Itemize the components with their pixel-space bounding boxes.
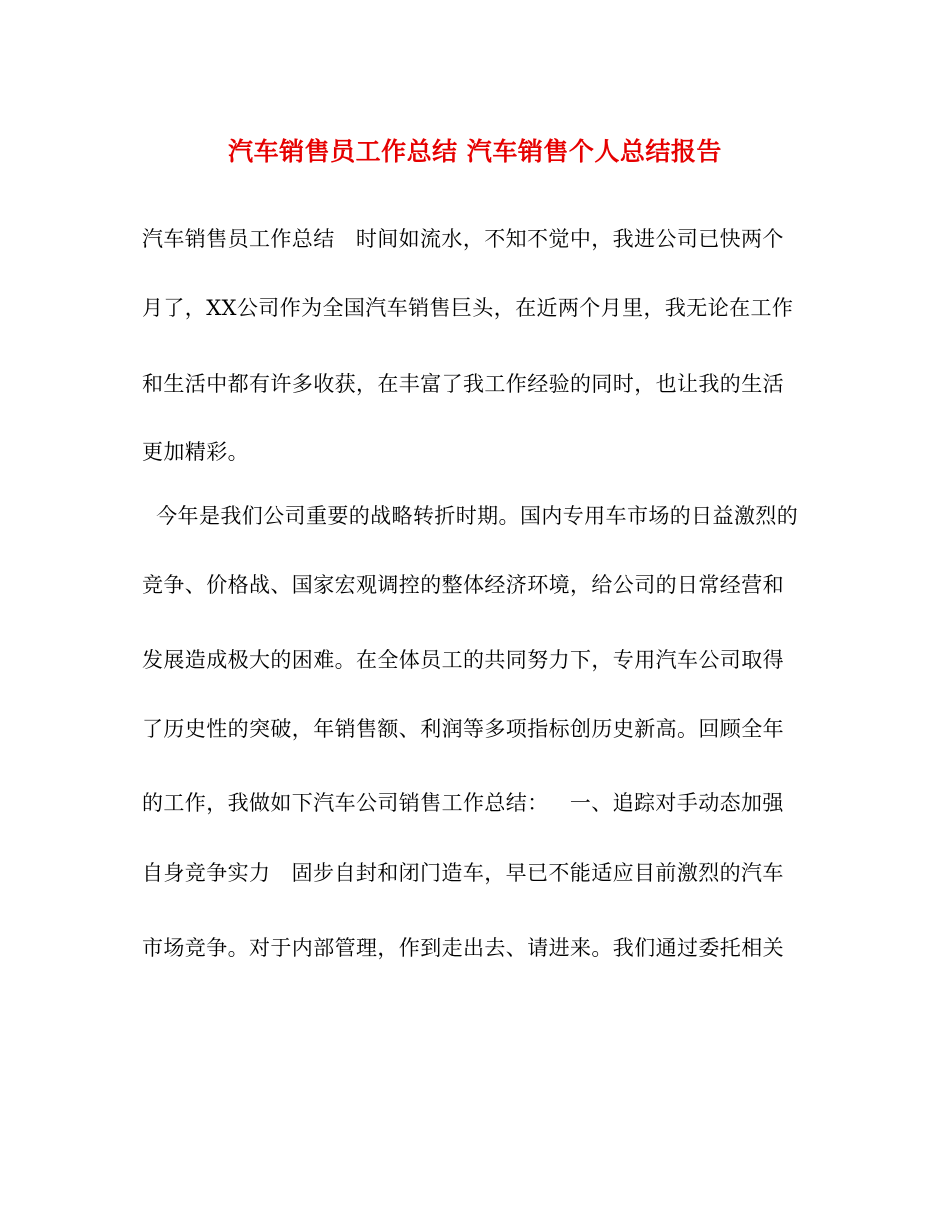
body-line: 汽车销售员工作总结 时间如流水，不知不觉中，我进公司已快两个: [142, 227, 784, 251]
document-title: 汽车销售员工作总结 汽车销售个人总结报告: [228, 137, 722, 166]
body-line: 自身竞争实力 固步自封和闭门造车，早已不能适应目前激烈的汽车: [142, 861, 784, 885]
body-line: 今年是我们公司重要的战略转折时期。国内专用车市场的日益激烈的: [142, 504, 799, 528]
body-line: 发展造成极大的困难。在全体员工的共同努力下，专用汽车公司取得: [142, 648, 784, 672]
body-line: 的工作，我做如下汽车公司销售工作总结： 一、追踪对手动态加强: [142, 791, 784, 815]
body-line: 更加精彩。: [142, 440, 249, 464]
body-line: 了历史性的突破，年销售额、利润等多项指标创历史新高。回顾全年: [142, 717, 784, 741]
body-line: 月了，XX公司作为全国汽车销售巨头，在近两个月里，我无论在工作: [142, 296, 794, 320]
body-line: 市场竞争。对于内部管理，作到走出去、请进来。我们通过委托相关: [142, 936, 784, 960]
body-line: 竞争、价格战、国家宏观调控的整体经济环境，给公司的日常经营和: [142, 573, 784, 597]
body-line: 和生活中都有许多收获，在丰富了我工作经验的同时，也让我的生活: [142, 372, 784, 396]
